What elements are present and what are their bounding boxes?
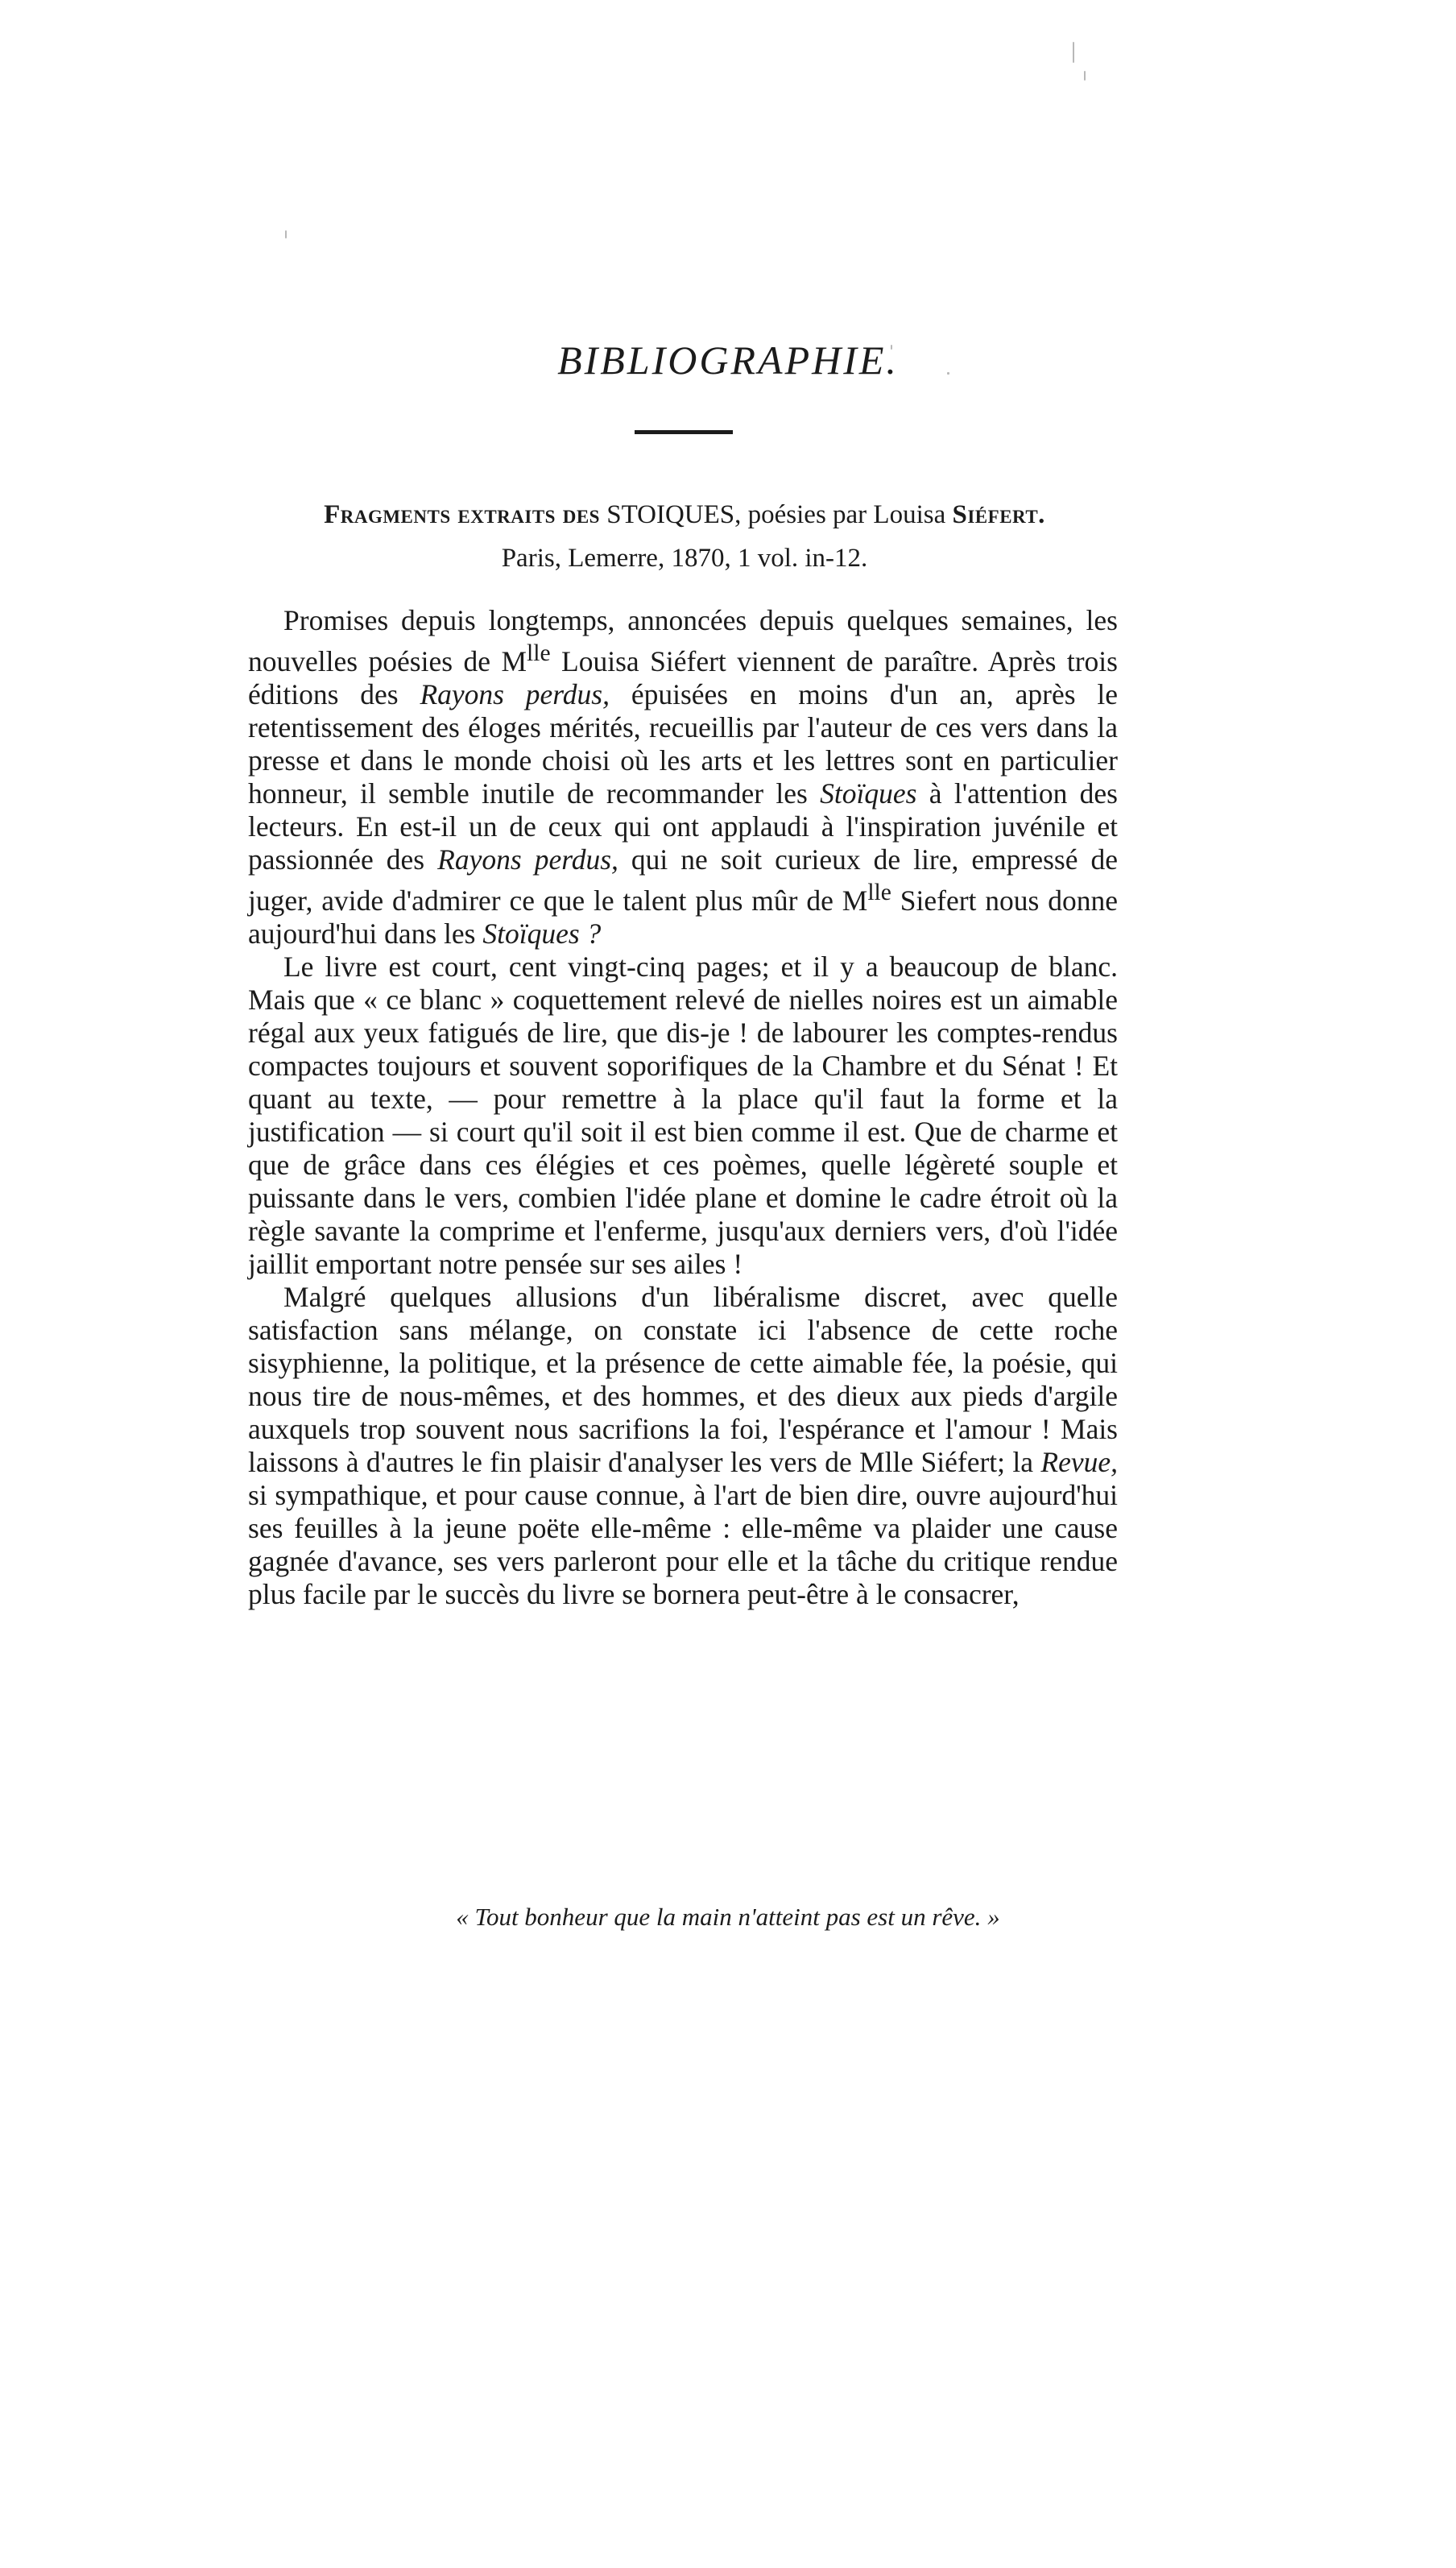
text-run: si sympathique, et pour cause connue, à l'art de bien dire, ouvre aujourd'hui ses feuilles à la jeune poëte elle-même : elle-même va plaider une cause gagnée d'avance, ses vers parleront pour elle et la tâche du critique rendue plus facile par le succès du livre se bornera peut-être à le consacrer,: [248, 1478, 1118, 1610]
entry-publication: Paris, Lemerre, 1870, 1 vol. in-12.: [501, 544, 868, 573]
italic-title: Rayons perdus,: [437, 843, 618, 876]
entry-line-1: [246, 493, 1123, 536]
closing-quote: « Tout bonheur que la main n'atteint pas est un rêve. »: [456, 1903, 1000, 1931]
text-run: Promises depuis longtemps, annoncées depuis quelques semaines, les nouvelles poésies de M: [248, 604, 1118, 677]
entry-title-smallcaps: Fragments extraits des: [324, 500, 600, 529]
text-run: Malgré quelques allusions d'un libéralisme discret, avec quelle satisfaction sans mélange, on constate ici l'absence de cette roche sisyphienne, la politique, et la présence de cette aimable fée, la poésie, qui nous tire de nous-mêmes, et des hommes, et des dieux aux pieds d'argile auxquels trop souvent nous sacrifions la foi, l'espérance et l'amour ! Mais laissons à d'autres le fin plaisir d'analyser les vers de Mlle Siéfert; la: [248, 1280, 1118, 1478]
bibliographic-entry: [246, 493, 1123, 580]
italic-title: Stoïques ?: [482, 917, 602, 950]
text-run: Louisa Siéfert viennent de paraître. Après trois éditions des: [248, 644, 1118, 710]
superscript: lle: [527, 640, 551, 666]
text-run: Siefert nous donne aujourd'hui dans les: [248, 884, 1118, 950]
heading-rule: [635, 430, 733, 434]
paper-speck: [1073, 42, 1074, 63]
entry-author-surname: Siéfert.: [952, 500, 1045, 529]
review-body: [248, 604, 1118, 1611]
text-run: Le livre est court, cent vingt-cinq pages; et il y a beaucoup de blanc. Mais que « ce blanc » coquettement relevé de nielles noires est un aimable régal aux yeux fatigués de lire, que dis-je ! de labourer les comptes-rendus compactes toujours et souvent soporifiques de la Chambre et du Sénat ! Et quant au texte, — pour remettre à la place qu'il faut la forme et la justification — si court qu'il soit il est bien comme il est. Que de charme et que de grâce dans ces élégies et ces poèmes, quelle légèreté souple et puissante dans le vers, combien l'idée plane et domine le cadre étroit où la règle savante la comprime et l'enferme, jusqu'aux derniers vers, d'où l'idée jaillit emportant notre pensée sur ses ailes !: [248, 950, 1118, 1280]
entry-work-title: STOIQUES,: [606, 500, 742, 529]
text-run: épuisées en moins d'un an, après le retentissement des éloges mérités, recueillis par l'auteur de ces vers dans la presse et dans le monde choisi où les arts et les lettres sont en particulier honneur, il semble inutile de recommander les: [248, 677, 1119, 810]
italic-title: Revue,: [1040, 1445, 1118, 1478]
section-heading: BIBLIOGRAPHIE.: [557, 338, 899, 383]
entry-author-text: poésies par Louisa: [747, 500, 946, 529]
paragraph-1: [248, 604, 1118, 951]
text-run: qui ne soit curieux de lire, empressé de juger, avide d'admirer ce que le talent plus mûr de M: [248, 843, 1119, 917]
paper-speck: [1084, 71, 1086, 81]
superscript: lle: [867, 879, 891, 905]
paragraph-2: [248, 951, 1118, 1281]
italic-title: Stoïques: [820, 777, 917, 810]
text-run: à l'attention des lecteurs. En est-il un de ceux qui ont applaudi à l'inspiration juvénile et passionnée des: [248, 777, 1119, 876]
paper-speck: [285, 230, 287, 238]
italic-title: Rayons perdus,: [420, 677, 610, 710]
paragraph-3: [248, 1281, 1118, 1611]
